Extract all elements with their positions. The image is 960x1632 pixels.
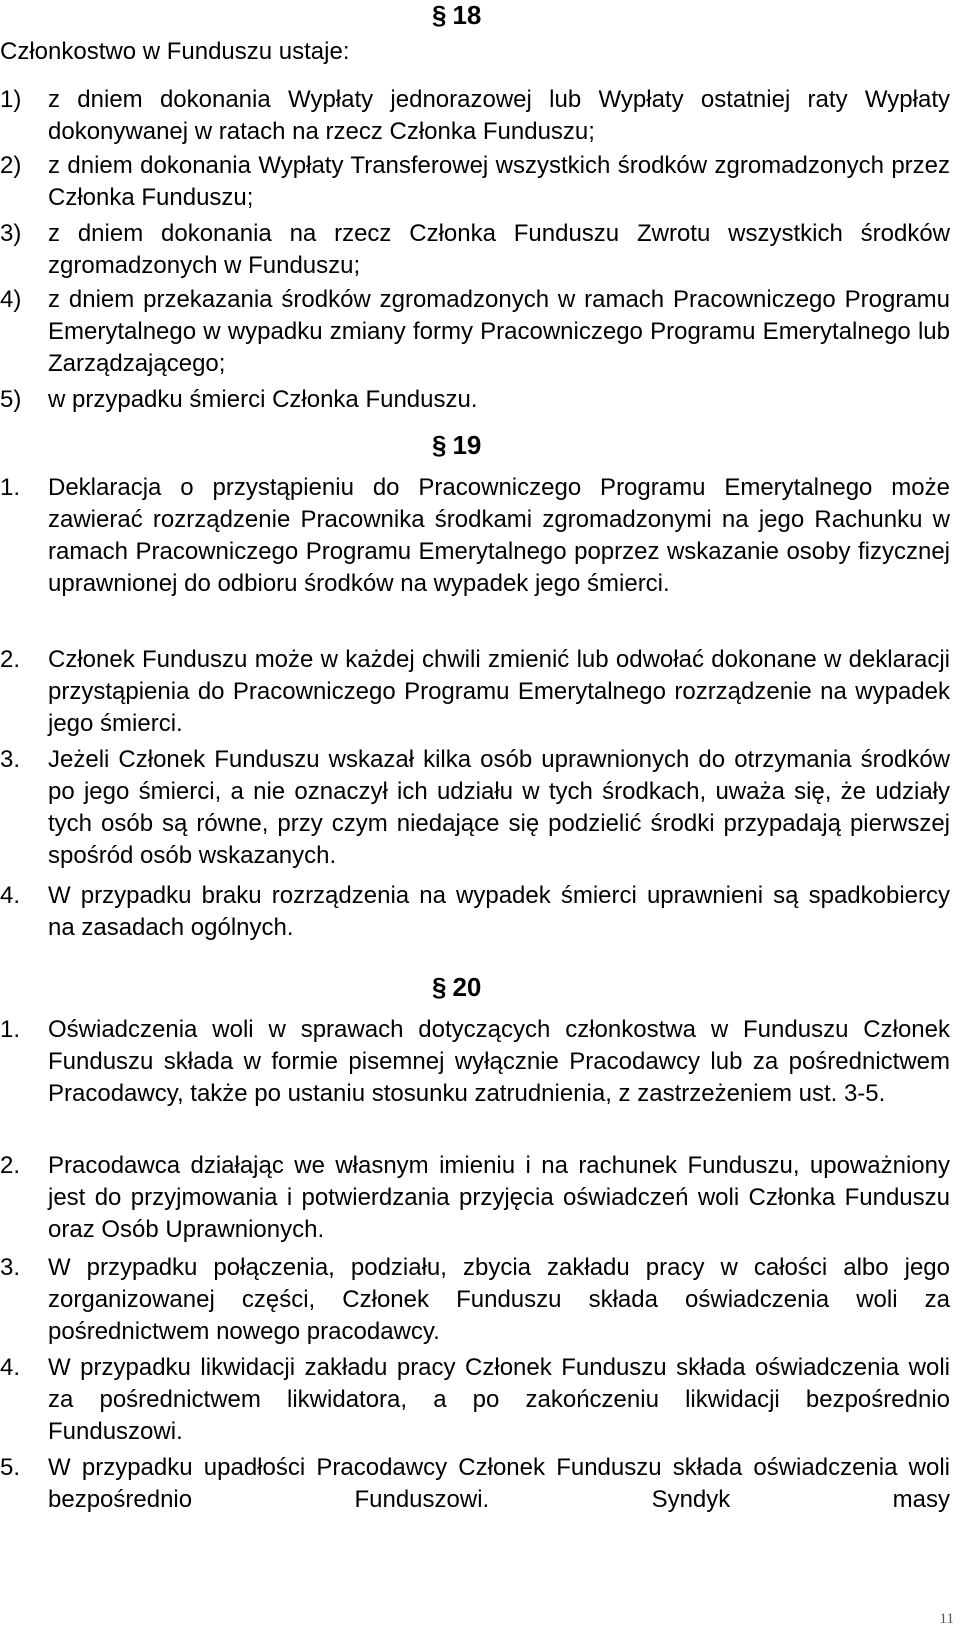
item-text: W przypadku likwidacji zakładu pracy Członek Funduszu składa oświadczenia woli za pośrednictwem likwidatora, a po zakończeniu likwidacji bezpośrednio Funduszowi. (48, 1354, 950, 1445)
item-text: Pracodawca działając we własnym imieniu i na rachunek Funduszu, upoważniony jest do przyjmowania i potwierdzania przyjęcia oświadczeń woli Członka Funduszu oraz Osób Uprawnionych. (48, 1152, 950, 1243)
item-number: 1. (0, 474, 21, 501)
item-number: 5. (0, 1454, 21, 1481)
list-item (0, 284, 950, 380)
item-number: 4. (0, 1354, 21, 1381)
intro-text: Członkostwo w Funduszu ustaje: (0, 38, 350, 65)
item-number: 4. (0, 882, 21, 909)
item-number: 3. (0, 746, 21, 773)
item-text: W przypadku braku rozrządzenia na wypadek śmierci uprawnieni są spadkobiercy na zasadach ogólnych. (48, 882, 950, 941)
list-item (0, 1014, 950, 1110)
item-number: 5) (0, 386, 22, 413)
section-heading-20 (432, 972, 481, 1002)
item-text: W przypadku połączenia, podziału, zbycia zakładu pracy w całości albo jego zorganizowanej części, Członek Funduszu składa oświadczenia woli za pośrednictwem nowego pracodawcy. (48, 1254, 950, 1345)
item-number: 4) (0, 286, 22, 313)
item-number: 1. (0, 1016, 21, 1043)
item-text: w przypadku śmierci Członka Funduszu. (48, 386, 478, 413)
item-text: Oświadczenia woli w sprawach dotyczących członkostwa w Funduszu Członek Funduszu składa w formie pisemnej wyłącznie Pracodawcy lub za pośrednictwem Pracodawcy, także po ustaniu stosunku zatrudnienia, z zastrzeżeniem ust. 3-5. (48, 1016, 950, 1107)
list-item (0, 84, 950, 148)
item-text: Jeżeli Członek Funduszu wskazał kilka osób uprawnionych do otrzymania środków po jego śmierci, a nie oznaczył ich udziału w tych środkach, uważa się, że udziały tych osób są równe, przy czym niedające się podzielić środki przypadają pierwszej spośród osób wskazanych. (48, 746, 950, 869)
item-number: 2. (0, 646, 21, 673)
list-item (0, 384, 950, 416)
list-item (0, 644, 950, 740)
section-heading-18 (432, 0, 481, 30)
list-item (0, 1252, 950, 1348)
item-number: 2) (0, 152, 22, 179)
section-number: 18 (452, 0, 482, 30)
section-number: 20 (452, 972, 482, 1002)
list-item (0, 880, 950, 944)
item-number: 2. (0, 1152, 21, 1179)
item-text: W przypadku upadłości Pracodawcy Członek Funduszu składa oświadczenia woli bezpośrednio Funduszowi. Syndyk masy (48, 1454, 950, 1513)
section-number: 19 (452, 430, 482, 460)
list-item (0, 1452, 950, 1516)
item-text: z dniem dokonania Wypłaty jednorazowej lub Wypłaty ostatniej raty Wypłaty dokonywanej w ratach na rzecz Członka Funduszu; (48, 86, 950, 145)
item-text: Deklaracja o przystąpieniu do Pracowniczego Programu Emerytalnego może zawierać rozrządzenie Pracownika środkami zgromadzonymi na jego Rachunku w ramach Pracowniczego Programu Emerytalnego poprzez wskazanie osoby fizycznej uprawnionej do odbioru środków na wypadek jego śmierci. (48, 474, 950, 597)
item-text: z dniem przekazania środków zgromadzonych w ramach Pracowniczego Programu Emerytalnego w wypadku zmiany formy Pracowniczego Programu Emerytalnego lub Zarządzającego; (48, 286, 950, 377)
item-number: 3) (0, 220, 22, 247)
item-text: z dniem dokonania na rzecz Członka Funduszu Zwrotu wszystkich środków zgromadzonych w Funduszu; (48, 220, 950, 279)
item-text: Członek Funduszu może w każdej chwili zmienić lub odwołać dokonane w deklaracji przystąpienia do Pracowniczego Programu Emerytalnego rozrządzenie na wypadek jego śmierci. (48, 646, 950, 737)
list-item (0, 1150, 950, 1246)
section-sign: § (432, 0, 447, 30)
item-number: 3. (0, 1254, 21, 1281)
section-sign: § (432, 972, 447, 1002)
section-heading-19 (432, 430, 481, 460)
item-text: z dniem dokonania Wypłaty Transferowej wszystkich środków zgromadzonych przez Członka Funduszu; (48, 152, 950, 211)
page-number: 11 (939, 1611, 954, 1627)
item-number: 1) (0, 86, 22, 113)
list-item (0, 472, 950, 600)
list-item (0, 1352, 950, 1448)
list-item (0, 744, 950, 872)
section-sign: § (432, 430, 447, 460)
list-item (0, 150, 950, 214)
list-item (0, 218, 950, 282)
